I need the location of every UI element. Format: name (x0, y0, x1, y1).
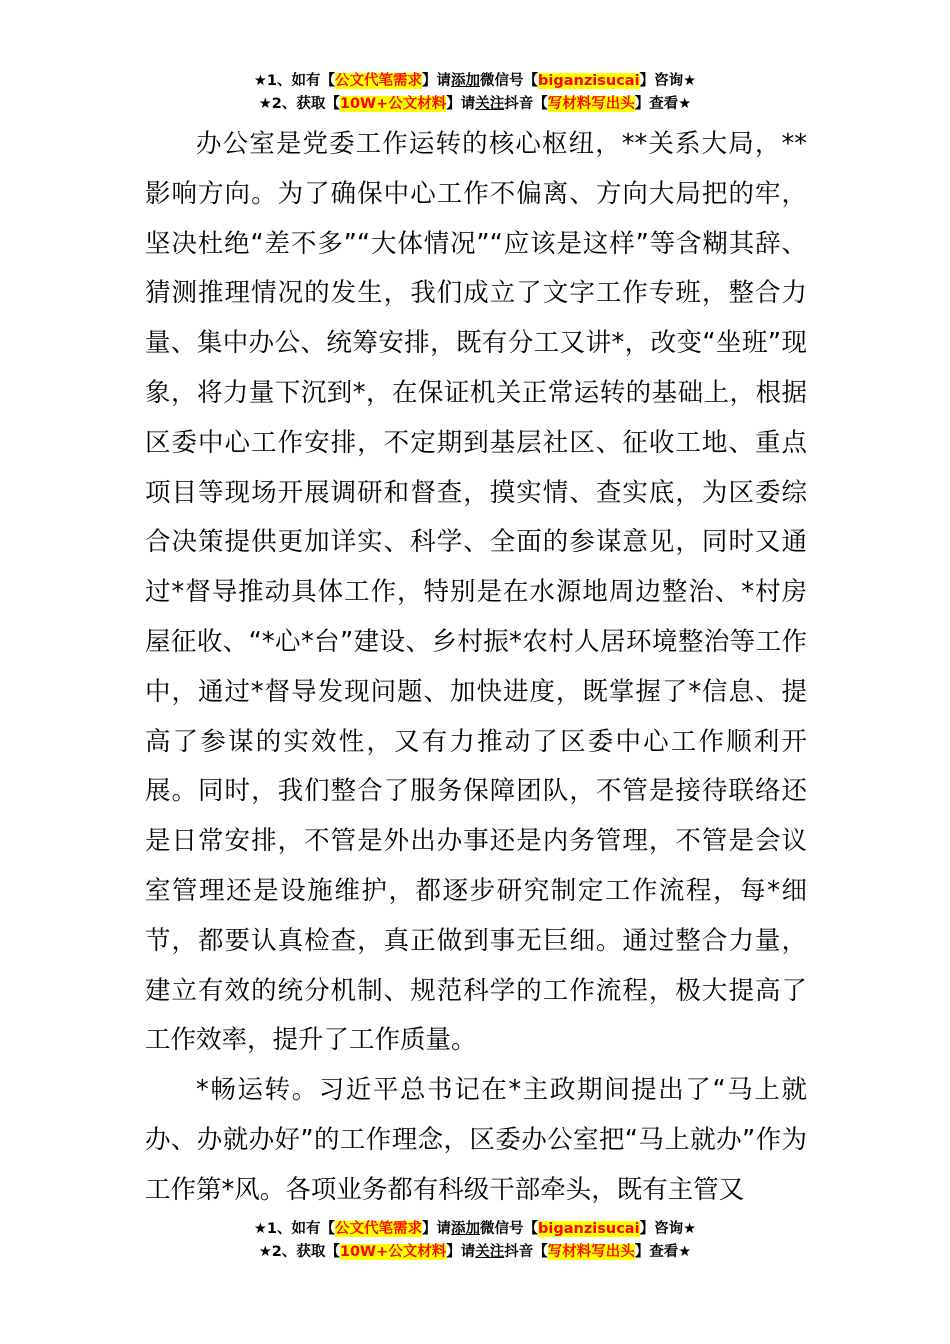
notice-text: 】查看★ (634, 96, 692, 112)
notice-text: 】请 (422, 73, 452, 89)
footer-notice-line-2 (0, 1241, 950, 1264)
notice-highlight: 公文代笔需求 (335, 1221, 423, 1237)
document-body (145, 120, 807, 1216)
notice-text: 】请 (446, 1244, 476, 1260)
notice-text: 抖音【 (504, 96, 548, 112)
notice-underlined-text: 添加 (451, 73, 481, 89)
notice-text: ★2、获取【 (258, 96, 340, 112)
footer-notice (0, 1218, 950, 1264)
notice-underlined-text: 关注 (475, 96, 505, 112)
notice-highlight: 公文代笔需求 (335, 73, 423, 89)
notice-text: 】请 (422, 1221, 452, 1237)
header-notice (0, 70, 950, 116)
notice-text: ★1、如有【 (253, 73, 336, 89)
notice-underlined-text: 关注 (475, 1244, 505, 1260)
notice-text: 抖音【 (504, 1244, 548, 1260)
notice-text: 微信号【 (480, 73, 539, 89)
notice-text: 】咨询★ (639, 73, 697, 89)
notice-text: ★2、获取【 (258, 1244, 340, 1260)
notice-highlight-wechat-id: biganzisucai (538, 73, 640, 89)
footer-notice-line-1 (0, 1218, 950, 1241)
notice-highlight: 10W+公文材料 (339, 96, 447, 112)
notice-text: 微信号【 (480, 1221, 539, 1237)
notice-text: 】请 (446, 96, 476, 112)
header-notice-line-2 (0, 93, 950, 116)
notice-highlight-wechat-id: biganzisucai (538, 1221, 640, 1237)
notice-underlined-text: 添加 (451, 1221, 481, 1237)
paragraph-2: *畅运转。习近平总书记在*主政期间提出了“马上就办、办就办好”的工作理念，区委办公室把“马上就办”作为工作第*风。各项业务都有科级干部牵头，既有主管又 (145, 1075, 807, 1205)
notice-highlight: 10W+公文材料 (339, 1244, 447, 1260)
notice-text: 】咨询★ (639, 1221, 697, 1237)
notice-highlight-douyin-id: 写材料写出头 (547, 96, 635, 112)
paragraph-1: 办公室是党委工作运转的核心枢纽，**关系大局，**影响方向。为了确保中心工作不偏离、方向大局把的牢，坚决杜绝“差不多”“大体情况”“应该是这样”等含糊其辞、猜测推理情况的发生，我们成立了文字工作专班，整合力量、集中办公、统筹安排，既有分工又讲*，改变“坐班”现象，将力量下沉到*，在保证机关正常运转的基础上，根据区委中心工作安排，不定期到基层社区、征收工地、重点项目等现场开展调研和督查，摸实情、查实底，为区委综合决策提供更加详实、科学、全面的参谋意见，同时又通过*督导推动具体工作，特别是在水源地周边整治、*村房屋征收、“*心*台”建设、乡村振*农村人居环境整治等工作中，通过*督导发现问题、加快进度，既掌握了*信息、提高了参谋的实效性，又有力推动了区委中心工作顺利开展。同时，我们整合了服务保障团队，不管是接待联络还是日常安排，不管是外出办事还是内务管理，不管是会议室管理还是设施维护，都逐步研究制定工作流程，每*细节，都要认真检查，真正做到事无巨细。通过整合力量，建立有效的统分机制、规范科学的工作流程，极大提高了工作效率，提升了工作质量。 (145, 129, 807, 1056)
header-notice-line-1 (0, 70, 950, 93)
notice-highlight-douyin-id: 写材料写出头 (547, 1244, 635, 1260)
notice-text: ★1、如有【 (253, 1221, 336, 1237)
notice-text: 】查看★ (634, 1244, 692, 1260)
